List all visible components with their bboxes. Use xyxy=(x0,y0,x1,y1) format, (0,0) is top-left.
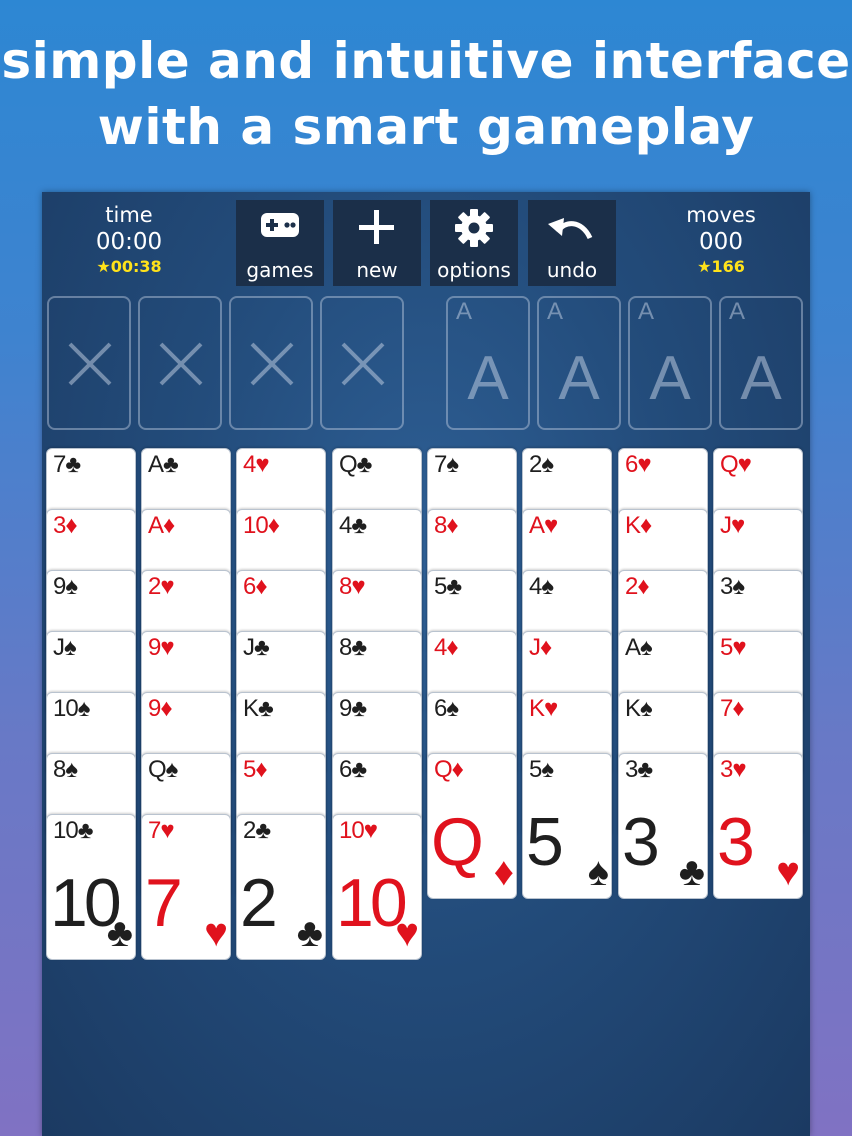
new-label: new xyxy=(356,258,398,282)
card-suit-icon: ♣ xyxy=(351,634,367,661)
card-rank: A xyxy=(148,451,164,478)
card-corner-label xyxy=(720,512,744,540)
card-rank: 3 xyxy=(53,512,66,539)
free-cell-3[interactable] xyxy=(229,296,313,430)
gear-icon xyxy=(452,206,496,250)
card-rank: 2 xyxy=(625,573,638,600)
card-suit-icon: ♦ xyxy=(65,512,77,539)
card-corner-label xyxy=(625,634,652,662)
card-corner-label xyxy=(720,634,746,662)
card-rank: 10 xyxy=(53,817,78,844)
card-suit-icon: ♣ xyxy=(356,451,372,478)
card-suit-icon: ♠ xyxy=(640,634,652,661)
card-corner-label xyxy=(243,573,267,601)
card-rank: 6 xyxy=(339,756,352,783)
card-corner-label xyxy=(53,695,89,723)
free-cell-4[interactable] xyxy=(320,296,404,430)
card-big-rank: 3 xyxy=(717,804,751,880)
time-label: time xyxy=(105,203,153,227)
foundation-big-label: A xyxy=(467,344,509,413)
card-corner-label xyxy=(243,451,269,479)
card-big-rank: Q xyxy=(431,804,480,880)
card-rank: 7 xyxy=(434,451,447,478)
card-rank: 4 xyxy=(243,451,256,478)
card-rank: Q xyxy=(434,756,452,783)
foundation-small-label: A xyxy=(729,298,746,325)
card-suit-icon: ♥ xyxy=(731,512,745,539)
card-corner-label xyxy=(148,695,172,723)
empty-x-icon xyxy=(339,340,387,388)
options-button[interactable] xyxy=(430,200,518,286)
game-board xyxy=(42,192,810,1136)
card-corner-label xyxy=(148,756,177,784)
empty-x-icon xyxy=(66,340,114,388)
card-corner-label xyxy=(434,634,458,662)
card-suit-icon: ♥ xyxy=(160,573,174,600)
empty-x-icon xyxy=(157,340,205,388)
card-rank: A xyxy=(625,634,641,661)
card-corner-label xyxy=(434,451,458,479)
card-rank: 4 xyxy=(339,512,352,539)
playing-card[interactable] xyxy=(141,814,231,960)
card-rank: 8 xyxy=(339,634,352,661)
card-corner-label xyxy=(529,695,557,723)
card-rank: K xyxy=(625,512,641,539)
card-suit-icon: ♦ xyxy=(163,512,175,539)
card-suit-icon: ♦ xyxy=(267,512,279,539)
card-big-rank: 10 xyxy=(50,865,118,941)
foundation-3[interactable] xyxy=(628,296,712,430)
playing-card[interactable] xyxy=(236,814,326,960)
card-corner-label xyxy=(53,512,77,540)
card-corner-label xyxy=(243,634,269,662)
card-corner-label xyxy=(434,512,458,540)
card-suit-icon: ♠ xyxy=(65,573,78,600)
card-rank: 6 xyxy=(625,451,638,478)
free-cell-2[interactable] xyxy=(138,296,222,430)
card-suit-icon: ♣ xyxy=(637,756,653,783)
card-rank: 10 xyxy=(53,695,78,722)
foundation-big-label: A xyxy=(558,344,600,413)
card-corner-label xyxy=(720,451,751,479)
card-big-suit-icon: ♣ xyxy=(296,911,323,955)
card-corner-label xyxy=(339,512,366,540)
card-rank: J xyxy=(53,634,64,661)
card-rank: J xyxy=(529,634,540,661)
card-suit-icon: ♠ xyxy=(640,695,652,722)
card-corner-label xyxy=(339,817,377,845)
card-rank: 2 xyxy=(529,451,542,478)
card-corner-label xyxy=(720,695,744,723)
foundation-big-label: A xyxy=(649,344,691,413)
card-rank: Q xyxy=(148,756,166,783)
card-rank: Q xyxy=(339,451,357,478)
undo-button[interactable] xyxy=(528,200,616,286)
foundation-small-label: A xyxy=(638,298,655,325)
card-rank: 7 xyxy=(53,451,66,478)
card-big-suit-icon: ♥ xyxy=(204,911,228,955)
card-suit-icon: ♠ xyxy=(541,756,554,783)
card-suit-icon: ♦ xyxy=(640,512,652,539)
card-corner-label xyxy=(53,451,80,479)
card-corner-label xyxy=(148,817,174,845)
card-corner-label xyxy=(529,634,551,662)
card-corner-label xyxy=(339,573,365,601)
card-corner-label xyxy=(434,695,458,723)
card-suit-icon: ♥ xyxy=(160,817,174,844)
card-corner-label xyxy=(53,817,92,845)
card-rank: Q xyxy=(720,451,738,478)
card-suit-icon: ♠ xyxy=(77,695,90,722)
card-corner-label xyxy=(339,695,366,723)
card-rank: 3 xyxy=(625,756,638,783)
card-corner-label xyxy=(148,634,174,662)
playing-card[interactable] xyxy=(46,814,136,960)
card-suit-icon: ♠ xyxy=(165,756,178,783)
card-corner-label xyxy=(339,451,371,479)
moves-label: moves xyxy=(686,203,756,227)
card-rank: 6 xyxy=(243,573,256,600)
headline-line-2: with a smart gameplay xyxy=(97,98,755,156)
card-suit-icon: ♥ xyxy=(255,451,269,478)
card-rank: 10 xyxy=(339,817,364,844)
card-rank: 10 xyxy=(243,512,268,539)
foundation-4[interactable] xyxy=(719,296,803,430)
card-suit-icon: ♣ xyxy=(351,695,367,722)
foundation-small-label: A xyxy=(547,298,564,325)
card-suit-icon: ♦ xyxy=(732,695,744,722)
card-suit-icon: ♦ xyxy=(451,756,463,783)
card-corner-label xyxy=(148,512,174,540)
card-suit-icon: ♠ xyxy=(541,573,554,600)
card-suit-icon: ♥ xyxy=(363,817,377,844)
card-corner-label xyxy=(243,695,273,723)
card-rank: A xyxy=(148,512,164,539)
card-corner-label xyxy=(625,451,651,479)
card-big-suit-icon: ♥ xyxy=(395,911,419,955)
card-corner-label xyxy=(529,573,553,601)
card-big-rank: 5 xyxy=(526,804,560,880)
card-suit-icon: ♠ xyxy=(446,451,459,478)
best-moves: ★166 xyxy=(697,257,745,276)
card-rank: 5 xyxy=(529,756,542,783)
time-value: 00:00 xyxy=(95,229,163,255)
gamepad-icon xyxy=(260,208,300,242)
card-rank: 4 xyxy=(434,634,447,661)
card-corner-label xyxy=(148,573,174,601)
card-corner-label xyxy=(243,512,279,540)
card-rank: 8 xyxy=(53,756,66,783)
games-label: games xyxy=(246,258,314,282)
card-rank: A xyxy=(529,512,545,539)
card-rank: 9 xyxy=(53,573,66,600)
promo-headline xyxy=(0,28,852,160)
card-suit-icon: ♣ xyxy=(258,695,273,722)
card-suit-icon: ♦ xyxy=(255,573,267,600)
card-rank: 4 xyxy=(529,573,542,600)
moves-display xyxy=(646,202,796,278)
new-game-button[interactable] xyxy=(333,200,421,286)
card-rank: 9 xyxy=(148,695,161,722)
card-corner-label xyxy=(529,756,553,784)
playing-card[interactable] xyxy=(713,753,803,899)
card-rank: 3 xyxy=(720,756,733,783)
free-cell-1[interactable] xyxy=(47,296,131,430)
card-suit-icon: ♥ xyxy=(544,512,558,539)
card-suit-icon: ♣ xyxy=(65,451,81,478)
card-rank: 7 xyxy=(720,695,733,722)
card-suit-icon: ♠ xyxy=(64,634,76,661)
foundation-big-label: A xyxy=(740,344,782,413)
best-time: ★00:38 xyxy=(96,257,162,276)
card-corner-label xyxy=(243,756,267,784)
card-corner-label xyxy=(720,573,744,601)
card-corner-label xyxy=(625,573,649,601)
card-rank: J xyxy=(720,512,731,539)
card-suit-icon: ♣ xyxy=(255,817,271,844)
card-big-suit-icon: ♠ xyxy=(587,850,609,894)
card-rank: 9 xyxy=(148,634,161,661)
playing-card[interactable] xyxy=(332,814,422,960)
card-suit-icon: ♦ xyxy=(446,634,458,661)
card-suit-icon: ♣ xyxy=(446,573,462,600)
card-rank: 2 xyxy=(243,817,256,844)
card-suit-icon: ♥ xyxy=(637,451,651,478)
headline-line-1: simple and intuitive interface xyxy=(1,32,851,90)
card-corner-label xyxy=(625,756,652,784)
playing-card[interactable] xyxy=(427,753,517,899)
card-suit-icon: ♦ xyxy=(637,573,649,600)
undo-arrow-icon xyxy=(546,212,596,252)
card-suit-icon: ♥ xyxy=(351,573,365,600)
playing-card[interactable] xyxy=(618,753,708,899)
plus-icon xyxy=(357,208,397,248)
card-suit-icon: ♥ xyxy=(737,451,751,478)
card-suit-icon: ♦ xyxy=(540,634,552,661)
card-corner-label xyxy=(529,451,553,479)
card-big-suit-icon: ♣ xyxy=(678,850,705,894)
card-suit-icon: ♣ xyxy=(163,451,178,478)
card-rank: K xyxy=(243,695,259,722)
moves-value: 000 xyxy=(699,229,743,255)
card-corner-label xyxy=(243,817,270,845)
card-big-rank: 10 xyxy=(336,865,404,941)
card-suit-icon: ♣ xyxy=(351,512,367,539)
card-corner-label xyxy=(339,756,366,784)
card-big-suit-icon: ♥ xyxy=(776,850,800,894)
card-corner-label xyxy=(625,695,652,723)
card-rank: K xyxy=(625,695,641,722)
card-suit-icon: ♦ xyxy=(446,512,458,539)
card-rank: 5 xyxy=(243,756,256,783)
card-rank: 9 xyxy=(339,695,352,722)
card-suit-icon: ♠ xyxy=(732,573,745,600)
foundation-2[interactable] xyxy=(537,296,621,430)
card-rank: 8 xyxy=(434,512,447,539)
card-suit-icon: ♣ xyxy=(77,817,93,844)
card-suit-icon: ♥ xyxy=(732,634,746,661)
options-label: options xyxy=(437,258,511,282)
undo-label: undo xyxy=(546,258,598,282)
card-corner-label xyxy=(625,512,651,540)
card-suit-icon: ♦ xyxy=(255,756,267,783)
card-big-suit-icon: ♦ xyxy=(493,850,514,894)
card-corner-label xyxy=(148,451,178,479)
card-corner-label xyxy=(339,634,366,662)
card-corner-label xyxy=(53,573,77,601)
games-button[interactable] xyxy=(236,200,324,286)
card-suit-icon: ♦ xyxy=(160,695,172,722)
card-suit-icon: ♥ xyxy=(160,634,174,661)
card-corner-label xyxy=(529,512,557,540)
card-big-rank: 3 xyxy=(622,804,656,880)
card-rank: 8 xyxy=(339,573,352,600)
card-rank: K xyxy=(529,695,545,722)
card-corner-label xyxy=(53,634,76,662)
card-suit-icon: ♣ xyxy=(351,756,367,783)
card-rank: 7 xyxy=(148,817,161,844)
card-corner-label xyxy=(434,756,463,784)
card-rank: 5 xyxy=(434,573,447,600)
card-corner-label xyxy=(434,573,461,601)
playing-card[interactable] xyxy=(522,753,612,899)
empty-x-icon xyxy=(248,340,296,388)
card-rank: 3 xyxy=(720,573,733,600)
foundation-1[interactable] xyxy=(446,296,530,430)
card-rank: 5 xyxy=(720,634,733,661)
card-suit-icon: ♠ xyxy=(541,451,554,478)
card-big-rank: 2 xyxy=(240,865,274,941)
card-rank: 6 xyxy=(434,695,447,722)
card-corner-label xyxy=(53,756,77,784)
card-suit-icon: ♠ xyxy=(65,756,78,783)
card-suit-icon: ♣ xyxy=(254,634,269,661)
card-big-rank: 7 xyxy=(145,865,179,941)
card-rank: J xyxy=(243,634,254,661)
card-suit-icon: ♥ xyxy=(544,695,558,722)
card-rank: 2 xyxy=(148,573,161,600)
foundation-small-label: A xyxy=(456,298,473,325)
card-corner-label xyxy=(720,756,746,784)
time-display xyxy=(54,202,204,278)
card-suit-icon: ♠ xyxy=(446,695,459,722)
card-big-suit-icon: ♣ xyxy=(106,911,133,955)
card-suit-icon: ♥ xyxy=(732,756,746,783)
